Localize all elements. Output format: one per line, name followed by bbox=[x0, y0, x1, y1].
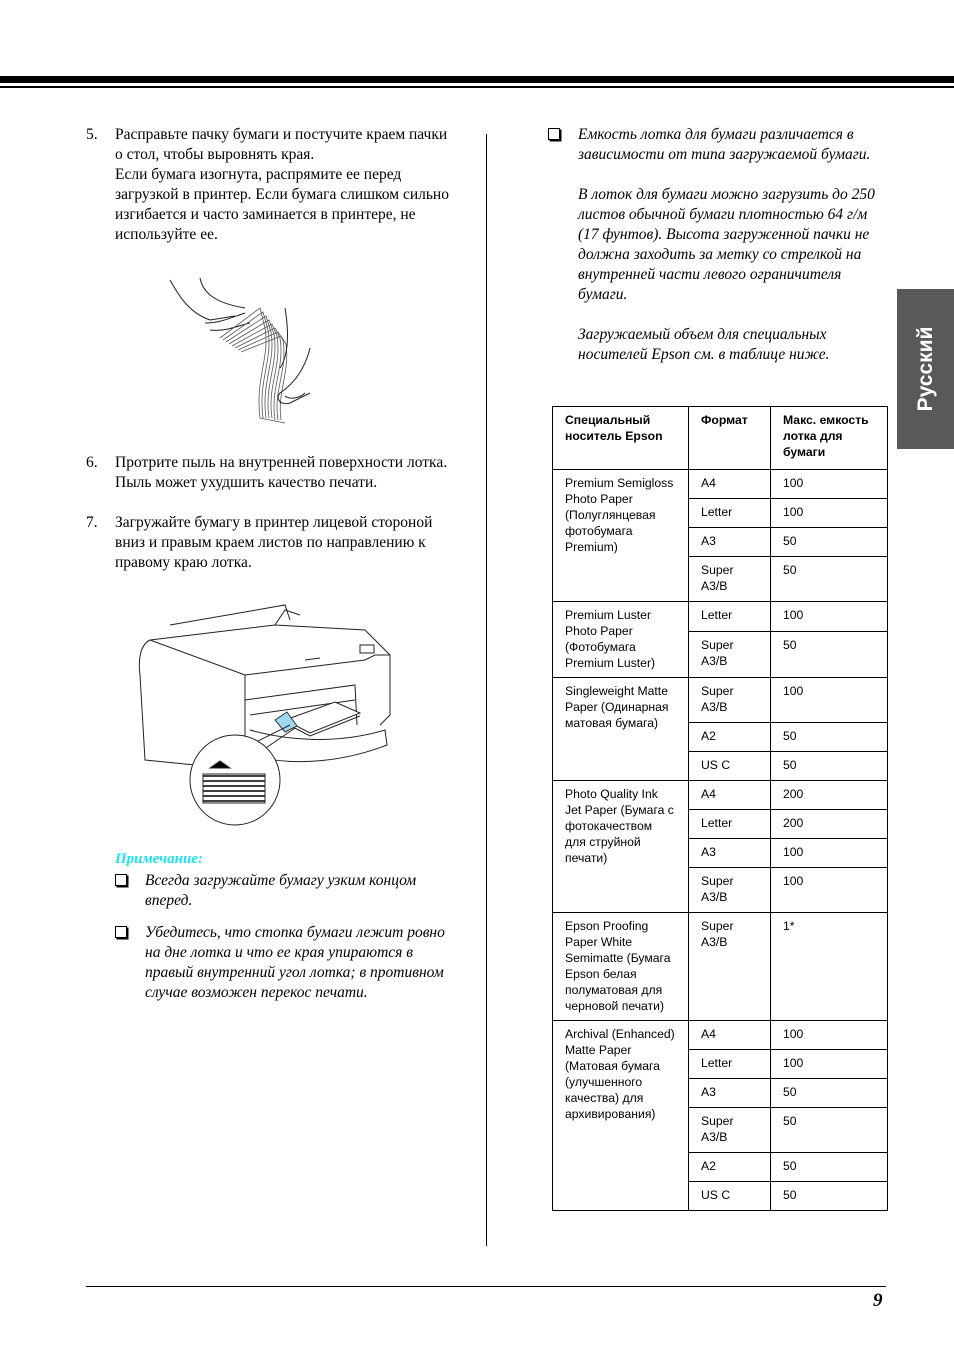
format-cell: Super A3/B bbox=[689, 557, 771, 602]
format-cell: A4 bbox=[689, 1021, 771, 1050]
page-number: 9 bbox=[873, 1290, 883, 1311]
table-row bbox=[553, 781, 888, 810]
format-cell: Super A3/B bbox=[689, 1108, 771, 1153]
media-capacity-table bbox=[552, 406, 888, 1211]
capacity-cell: 50 bbox=[771, 1153, 888, 1182]
format-cell: Super A3/B bbox=[689, 631, 771, 677]
table-row bbox=[553, 678, 888, 723]
header-media: Специальный носитель Epson bbox=[553, 407, 689, 470]
capacity-cell: 50 bbox=[771, 723, 888, 752]
format-cell: A4 bbox=[689, 470, 771, 499]
header-format: Формат bbox=[689, 407, 771, 470]
printer-illustration bbox=[135, 600, 405, 830]
format-cell: US C bbox=[689, 1182, 771, 1211]
format-cell: US C bbox=[689, 752, 771, 781]
header-rule-thick bbox=[0, 76, 954, 83]
capacity-cell: 100 bbox=[771, 499, 888, 528]
step-6 bbox=[86, 453, 456, 493]
capacity-cell: 50 bbox=[771, 528, 888, 557]
capacity-cell: 200 bbox=[771, 810, 888, 839]
language-tab bbox=[897, 289, 954, 449]
step-text: Протрите пыль на внутренней поверхности лотка. Пыль может ухудшить качество печати. bbox=[115, 454, 448, 491]
header-rule-thin bbox=[0, 86, 954, 88]
step-7 bbox=[86, 513, 456, 573]
step-text: Загружайте бумагу в принтер лицевой стороной вниз и правым краем листов по направлению к правому краю лотка. bbox=[115, 514, 433, 571]
capacity-bullet bbox=[548, 125, 883, 385]
language-tab-label: Русский bbox=[913, 326, 937, 412]
note-item-text: Всегда загружайте бумагу узким концом вперед. bbox=[145, 872, 417, 909]
checkbox-bullet-icon bbox=[115, 874, 127, 886]
capacity-cell: 100 bbox=[771, 678, 888, 723]
bullet-paragraph: В лоток для бумаги можно загрузить до 250 листов обычной бумаги плотностью 64 г/м (17 фунтов). Высота загруженной пачки не должна заходить за метку со стрелкой на внутренней части левого ограничителя бумаги. bbox=[578, 186, 875, 303]
media-name-cell: Epson Proofing Paper White Semimatte (Бумага Epson белая полуматовая для черновой печати) bbox=[553, 913, 689, 1021]
step-number: 6. bbox=[86, 454, 98, 471]
capacity-cell: 100 bbox=[771, 839, 888, 868]
capacity-cell: 50 bbox=[771, 752, 888, 781]
media-name-cell: Photo Quality Ink Jet Paper (Бумага с фотокачеством для струйной печати) bbox=[553, 781, 689, 913]
step-5 bbox=[86, 125, 456, 245]
capacity-cell: 100 bbox=[771, 470, 888, 499]
table-header-row bbox=[553, 407, 888, 470]
capacity-cell: 100 bbox=[771, 868, 888, 913]
capacity-cell: 50 bbox=[771, 1182, 888, 1211]
format-cell: Letter bbox=[689, 1050, 771, 1079]
media-name-cell: Archival (Enhanced) Matte Paper (Матовая бумага (улучшенного качества) для архивирования) bbox=[553, 1021, 689, 1211]
header-capacity: Макс. емкость лотка для бумаги bbox=[771, 407, 888, 470]
checkbox-bullet-icon bbox=[115, 926, 127, 938]
step-extra-text: Если бумага изогнута, распрямите ее перед загрузкой в принтер. Если бумага слишком сильно изгибается и часто заминается в принтере, не используйте ее. bbox=[115, 166, 449, 243]
format-cell: A2 bbox=[689, 1153, 771, 1182]
capacity-cell: 50 bbox=[771, 1079, 888, 1108]
column-divider bbox=[486, 134, 487, 1246]
bullet-paragraph: Загружаемый объем для специальных носителей Epson см. в таблице ниже. bbox=[578, 326, 830, 363]
capacity-cell: 1* bbox=[771, 913, 888, 1021]
note-item bbox=[115, 871, 455, 911]
format-cell: A2 bbox=[689, 723, 771, 752]
table-row bbox=[553, 1021, 888, 1050]
table-row bbox=[553, 470, 888, 499]
table-row bbox=[553, 602, 888, 632]
note-item bbox=[115, 923, 455, 1003]
step-number: 5. bbox=[86, 126, 98, 143]
note-heading: Примечание: bbox=[115, 851, 203, 867]
capacity-cell: 100 bbox=[771, 602, 888, 632]
footer-rule bbox=[86, 1286, 886, 1287]
format-cell: A3 bbox=[689, 1079, 771, 1108]
media-name-cell: Premium Semigloss Photo Paper (Полуглянцевая фотобумага Premium) bbox=[553, 470, 689, 602]
fan-paper-illustration bbox=[165, 268, 315, 428]
format-cell: Super A3/B bbox=[689, 868, 771, 913]
step-text: Расправьте пачку бумаги и постучите краем пачки о стол, чтобы выровнять края. bbox=[115, 126, 448, 163]
capacity-cell: 50 bbox=[771, 557, 888, 602]
bullet-paragraph: Емкость лотка для бумаги различается в зависимости от типа загружаемой бумаги. bbox=[578, 126, 871, 163]
capacity-cell: 100 bbox=[771, 1050, 888, 1079]
table-row bbox=[553, 913, 888, 1021]
capacity-cell: 200 bbox=[771, 781, 888, 810]
format-cell: Letter bbox=[689, 602, 771, 632]
note-item-text: Убедитесь, что стопка бумаги лежит ровно на дне лотка и что ее края упираются в правый внутренний угол лотка; в противном случае возможен перекос печати. bbox=[145, 924, 445, 1001]
format-cell: Super A3/B bbox=[689, 913, 771, 1021]
format-cell: Letter bbox=[689, 810, 771, 839]
format-cell: Letter bbox=[689, 499, 771, 528]
media-name-cell: Singleweight Matte Paper (Одинарная матовая бумага) bbox=[553, 678, 689, 781]
format-cell: A3 bbox=[689, 528, 771, 557]
step-number: 7. bbox=[86, 514, 98, 531]
media-name-cell: Premium Luster Photo Paper (Фотобумага Premium Luster) bbox=[553, 602, 689, 678]
capacity-cell: 50 bbox=[771, 1108, 888, 1153]
format-cell: A4 bbox=[689, 781, 771, 810]
capacity-cell: 50 bbox=[771, 631, 888, 677]
format-cell: Super A3/B bbox=[689, 678, 771, 723]
format-cell: A3 bbox=[689, 839, 771, 868]
checkbox-bullet-icon bbox=[548, 128, 560, 140]
capacity-cell: 100 bbox=[771, 1021, 888, 1050]
